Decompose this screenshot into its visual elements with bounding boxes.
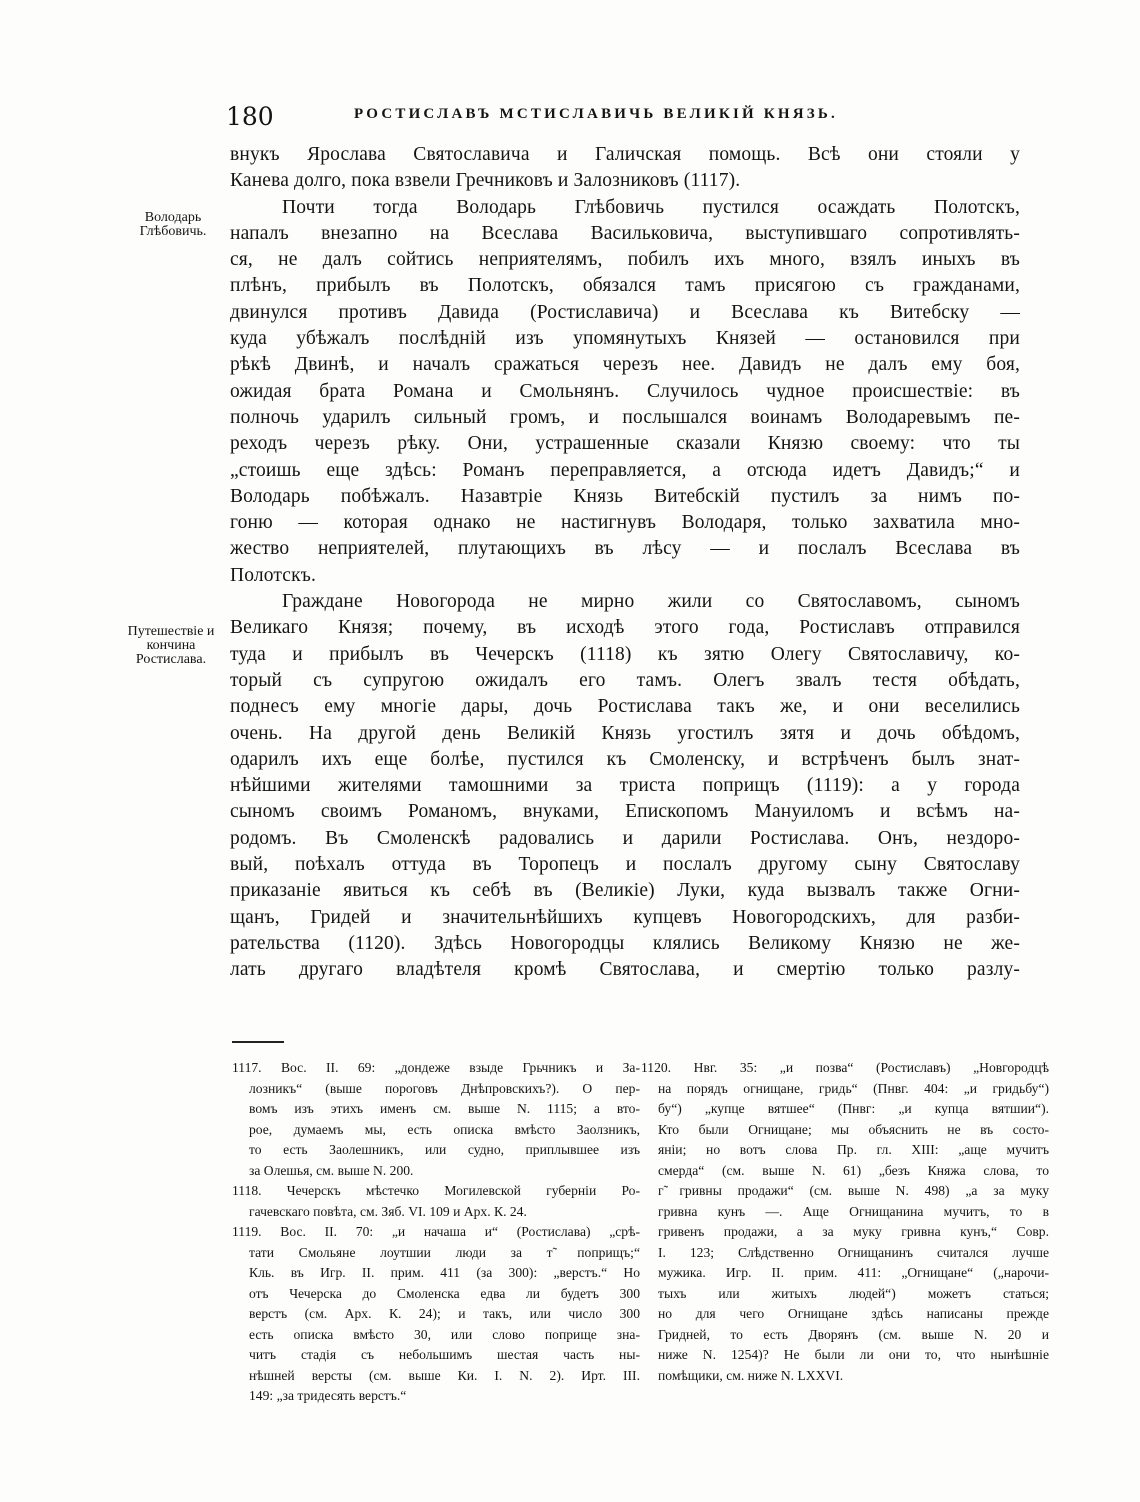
footnote-line: гривенъ продажи, а за муку гривна кунъ,“ Совр. [658,1224,1049,1239]
footnote-line: читъ стадія съ небольшимъ шестая часть ны- [249,1347,640,1362]
footnote-line: то есть Заолешникъ, или судно, приплывшее изъ [249,1142,640,1157]
text-line: туда и прибылъ въ Чечерскъ (1118) къ зятю Олегу Святославичу, ко- [230,643,1020,665]
text-line: плѣнъ, прибылъ въ Полотскъ, обязался тамъ присягою съ гражданами, [230,275,1020,297]
footnote-line: Кль. въ Игр. II. прим. 411 (за 300): „верстъ.“ Но [249,1265,640,1280]
text-line: вый, поѣхалъ оттуда въ Торопецъ и послалъ другому сыну Святославу [230,854,1020,876]
text-line: Володарь побѣжалъ. Назавтріе Князь Витебскій пустилъ за нимъ по- [230,485,1020,507]
footnote-line: верстъ (см. Арх. К. 24); и такъ, или число 300 [249,1306,640,1321]
footnote-line: 1117. Вос. II. 69: „дондеже взыде Грьчникъ и За- [232,1060,640,1075]
text-line: очень. На другой день Великій Князь угостилъ зятя и дочь обѣдомъ, [230,722,1020,744]
footnote-line: гривна кунъ —. Аще Огнищанина мучитъ, то в̃ [658,1203,1049,1219]
footnote-line: тати Смольяне лоутшии люди за т̃ поприщъ;“ [249,1244,640,1260]
page-number: 180 [226,102,274,131]
footnote-line: отъ Чечерска до Смоленска едва ли будетъ 300 [249,1285,640,1301]
footnote-line: за Олешья, см. выше N. 200. [249,1162,414,1178]
footnote-line: но для чего Огнищане здѣсь написаны прежде [658,1306,1049,1321]
text-line: нѣйшими жителями тамошними за триста поприщъ (1119): а у города [230,775,1020,797]
text-line: рѣкѣ Двинѣ, и началъ сражаться черезъ нее. Давидъ не далъ ему боя, [230,354,1020,376]
margin-note-volodar: Володарь Глѣбовичь. [139,210,207,239]
text-line: родомъ. Въ Смоленскѣ радовались и дарили Ростислава. Онъ, нездоро- [230,827,1020,849]
footnote-line: лозникъ“ (выше пороговъ Днѣпровскихъ?). О пер- [249,1080,640,1096]
footnote-line: 1118. Чечерскъ мѣстечко Могилевской губерніи Ро- [232,1183,640,1198]
footnote-line: г̃ гривны продажи“ (см. выше N. 498) „а за муку [658,1183,1049,1198]
text-line: Полотскъ. [230,564,316,586]
text-line: Канева долго, пока взвели Гречниковъ и Залозниковъ (1117). [230,170,741,192]
footnote-line: I. 123; Слѣдственно Огнищанинъ считался лучше [658,1244,1049,1260]
footnote-line: мужика. Игр. II. прим. 411: „Огнищане“ („нарочи- [658,1265,1049,1280]
main-text [230,142,1020,984]
text-line: лать другаго владѣтеля кромѣ Святослава, и смертію только разлу- [230,959,1020,981]
text-line: рательства (1120). Здѣсь Новогородцы клялись Великому Князю не же- [230,932,1020,954]
footnotes-right-column [641,1058,1049,1386]
paragraph-start: Граждане Новогорода не мирно жили со Святославомъ, сыномъ [282,591,1020,613]
footnote-line: 149: „за тридесять верстъ.“ [249,1388,407,1403]
text-line: одарилъ ихъ еще болѣе, пустился къ Смоленску, и встрѣченъ былъ знат- [230,748,1020,770]
footnote-line: тыхъ или житыхъ людей“) можетъ статься; [658,1285,1049,1301]
text-line: полночь ударилъ сильный громъ, и послышался воинамъ Володаревымъ пе- [230,406,1020,428]
text-line: напалъ внезапно на Всеслава Васильковича, выступившаго сопротивлять- [230,222,1020,244]
text-line: щанъ, Гридей и значительнѣйшихъ купцевъ Новогородскихъ, для разби- [230,906,1020,928]
footnote-line: Кто были Огнищане; мы объяснить не въ состо- [658,1121,1049,1137]
text-line: ся, не далъ сойтись неприятелямъ, побилъ ихъ много, взялъ иныхъ въ [230,249,1020,271]
text-line: двинулся противъ Давида (Ростиславича) и Всеслава къ Витебску — [230,301,1020,323]
text-line: куда убѣжалъ послѣдній изъ упомянутыхъ Князей — остановился при [230,328,1020,350]
footnote-line: смерда“ (см. выше N. 61) „безъ Княжа слова, то [658,1162,1049,1178]
running-title: РОСТИСЛАВЪ МСТИСЛАВИЧЬ ВЕЛИКІЙ КНЯЗЬ. [354,106,838,122]
text-line: жество неприятелей, плутающихъ въ лѣсу — и послалъ Всеслава въ [230,538,1020,560]
footnote-line: помѣщики, см. ниже N. LXXVI. [658,1367,844,1383]
footnote-line: на порядъ огнищане, гридь“ (Пнвг. 404: „и гридьбу“) [658,1080,1049,1096]
paragraph-start: Почти тогда Володарь Глѣбовичь пустился осаждать Полотскъ, [282,196,1020,218]
text-line: поднесъ ему многіе дары, дочь Ростислава такъ же, и они веселились [230,696,1020,718]
footnote-rule [232,1041,284,1043]
footnote-line: рое, думаемъ мы, есть описка вмѣсто Заолзникъ, [249,1121,640,1137]
text-line: Великаго Князя; почему, въ исходѣ этого года, Ростиславъ отправился [230,617,1020,639]
footnote-line: вомъ изъ этихъ именъ см. выше N. 1115; а вто- [249,1101,640,1116]
footnote-line: бу“) „купце вятшее“ (Пнвг: „и купца вятшии“). [658,1101,1049,1116]
footnote-line: 1119. Вос. II. 70: „и начаша и“ (Ростислава) „срѣ- [232,1224,640,1239]
footnotes-left-column [232,1058,640,1407]
footnote-line: нѣшней версты (см. выше Ки. I. N. 2). Ирт. III. [249,1367,640,1383]
footnote-line: ниже N. 1254)? Не были ли они то, что нынѣшніе [658,1347,1049,1362]
text-line: ожидая брата Романа и Смольнянъ. Случилось чудное происшествіе: въ [230,380,1020,402]
text-line: реходъ черезъ рѣку. Они, устрашенные сказали Князю своему: что ты [230,433,1020,455]
text-line: внукъ Ярослава Святославича и Галичская помощь. Всѣ они стояли у [230,144,1020,165]
footnote-line: Гридней, то есть Дворянъ (см. выше N. 20 и [658,1326,1049,1342]
footnote-line: есть описка вмѣсто 30, или слово поприще зна- [249,1326,640,1342]
text-line: сыномъ своимъ Романомъ, внуками, Епископомъ Мануиломъ и всѣмъ на- [230,801,1020,823]
margin-note-rostislav: Путешествіе и кончина Ростислава. [127,624,215,667]
text-line: „стоишь еще здѣсь: Романъ переправляется, а отсюда идетъ Давидъ;“ и [230,459,1020,481]
page-header [226,102,926,136]
text-line: торый съ супругою ожидалъ его тамъ. Олегъ звалъ тестя обѣдать, [230,669,1020,691]
footnote-line: яніи; но вотъ слова Пр. гл. XIII: „аще мучитъ [658,1142,1049,1157]
text-line: приказаніе явиться къ себѣ въ (Великіе) Луки, куда вызвалъ также Огни- [230,880,1020,902]
footnote-line: гачевскаго повѣта, см. Зяб. VI. 109 и Арх. К. 24. [249,1203,527,1219]
footnote-line: 1120. Нвг. 35: „и позва“ (Ростиславъ) „Новгородцѣ [641,1060,1049,1075]
text-line: гоню — которая однако не настигнувъ Володаря, только захватила мно- [230,512,1020,534]
